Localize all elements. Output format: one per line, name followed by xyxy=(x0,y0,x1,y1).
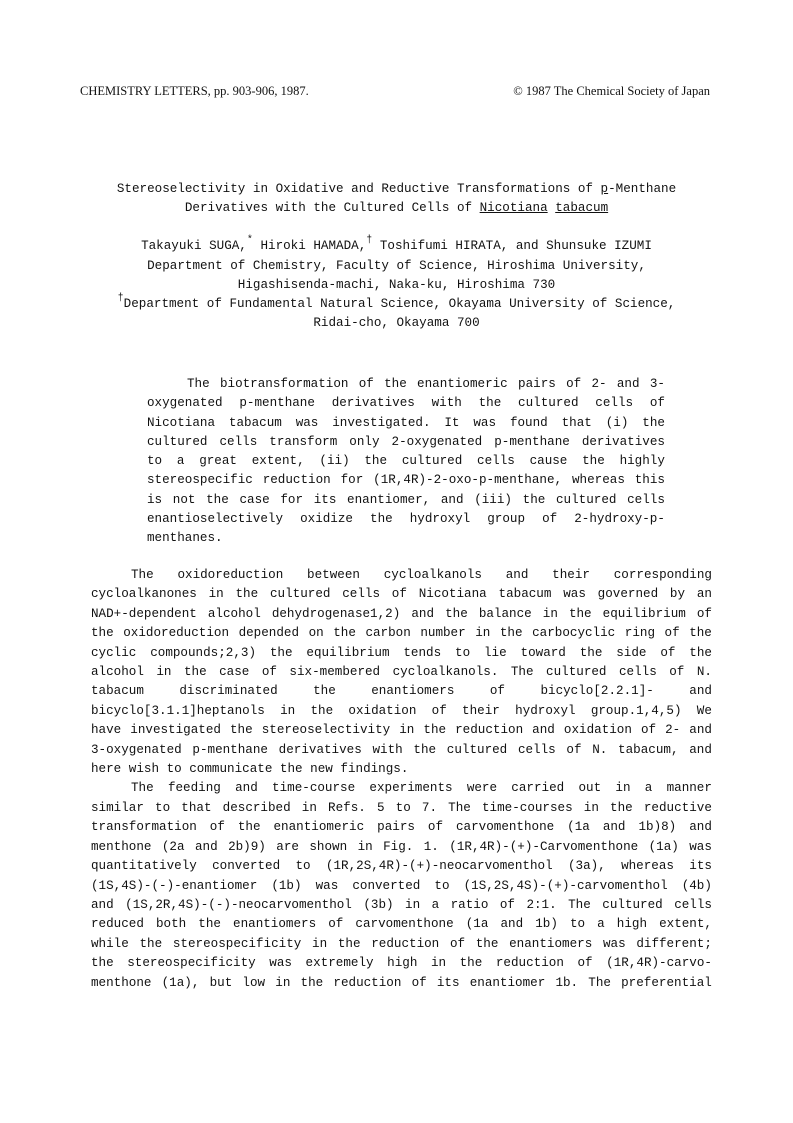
body-line: alcohol in the case of six-membered cycloalkanols. The cultured cells of N. xyxy=(91,665,712,680)
affiliation-line-2: Higashisenda-machi, Naka-ku, Hiroshima 730 xyxy=(237,278,556,292)
body-line: reduced both the enantiomers of carvomenthone (1a and 1b) to a high extent, xyxy=(91,917,712,932)
abstract-line: is not the case for its enantiomer, and (iii) the cultured cells xyxy=(147,492,665,507)
affiliation-line-4: Ridai-cho, Okayama 700 xyxy=(313,316,480,330)
body-line: quantitatively converted to (1R,2S,4R)-(+)-neocarvomenthol (3a), whereas its xyxy=(91,859,712,874)
abstract-line: to a great extent, (ii) the cultured cells cause the highly xyxy=(147,454,665,469)
abstract-line: oxygenated p-menthane derivatives with the cultured cells of xyxy=(147,396,665,411)
abstract-line: Nicotiana tabacum was investigated. It was found that (i) the xyxy=(147,415,665,430)
body-line: cycloalkanones in the cultured cells of Nicotiana tabacum was governed by an xyxy=(91,587,712,602)
body-line: tabacum discriminated the enantiomers of bicyclo[2.2.1]- and xyxy=(91,684,712,699)
body-line: transformation of the enantiomeric pairs of carvomenthone (1a and 1b)8) and xyxy=(91,820,712,835)
copyright-notice: © 1987 The Chemical Society of Japan xyxy=(513,84,710,98)
body-text xyxy=(91,566,712,993)
body-line: The feeding and time-course experiments were carried out in a manner xyxy=(131,781,712,796)
abstract xyxy=(147,375,665,549)
body-line: the stereospecificity was extremely high in the reduction of (1R,4R)-carvo- xyxy=(91,956,712,971)
body-line: similar to that described in Refs. 5 to 7. The time-courses in the reductive xyxy=(91,800,712,815)
paper-title-line-1: Stereoselectivity in Oxidative and Reductive Transformations of p-Menthane xyxy=(116,182,677,196)
affiliation-line-1: Department of Chemistry, Faculty of Science, Hiroshima University, xyxy=(147,259,646,273)
body-line: while the stereospecificity in the reduction of the enantiomers was different; xyxy=(91,936,712,951)
abstract-line: enantioselectively oxidize the hydroxyl group of 2-hydroxy-p- xyxy=(147,512,665,527)
abstract-line: stereospecific reduction for (1R,4R)-2-oxo-p-menthane, whereas this xyxy=(147,473,665,488)
body-line: NAD+-dependent alcohol dehydrogenase1,2) and the balance in the equilibrium of xyxy=(91,606,712,621)
body-line: here wish to communicate the new findings. xyxy=(91,762,409,777)
body-line: menthone (2a and 2b)9) are shown in Fig. 1. (1R,4R)-(+)-Carvomenthone (1a) was xyxy=(91,839,712,854)
paper-title-line-2: Derivatives with the Cultured Cells of Nicotiana tabacum xyxy=(184,201,609,215)
body-line: 3-oxygenated p-menthane derivatives with the cultured cells of N. tabacum, and xyxy=(91,742,712,757)
affiliation-line-3: †Department of Fundamental Natural Science, Okayama University of Science, xyxy=(117,293,676,311)
journal-citation: CHEMISTRY LETTERS, pp. 903-906, 1987. xyxy=(80,84,309,98)
abstract-line: menthanes. xyxy=(147,531,223,546)
body-line: bicyclo[3.1.1]heptanols in the oxidation of their hydroxyl group.1,4,5) We xyxy=(91,703,712,718)
body-line: The oxidoreduction between cycloalkanols and their corresponding xyxy=(131,568,712,582)
author-list: Takayuki SUGA,* Hiroki HAMADA,† Toshifumi HIRATA, and Shunsuke IZUMI xyxy=(141,235,652,253)
body-line: cyclic compounds;2,3) the equilibrium tends to lie toward the side of the xyxy=(91,645,712,660)
body-line: have investigated the stereoselectivity in the reduction and oxidation of 2- and xyxy=(91,723,712,738)
abstract-line: The biotransformation of the enantiomeric pairs of 2- and 3- xyxy=(187,377,665,391)
body-line: and (1S,2R,4S)-(-)-neocarvomenthol (3b) in a ratio of 2:1. The cultured cells xyxy=(91,897,712,912)
body-line: the oxidoreduction depended on the carbon number in the carbocyclic ring of the xyxy=(91,626,712,641)
body-line: menthone (1a), but low in the reduction of its enantiomer 1b. The preferential xyxy=(91,975,712,990)
body-line: (1S,4S)-(-)-enantiomer (1b) was converted to (1S,2S,4S)-(+)-carvomenthol (4b) xyxy=(91,878,712,893)
abstract-line: cultured cells transform only 2-oxygenated p-menthane derivatives xyxy=(147,434,665,449)
